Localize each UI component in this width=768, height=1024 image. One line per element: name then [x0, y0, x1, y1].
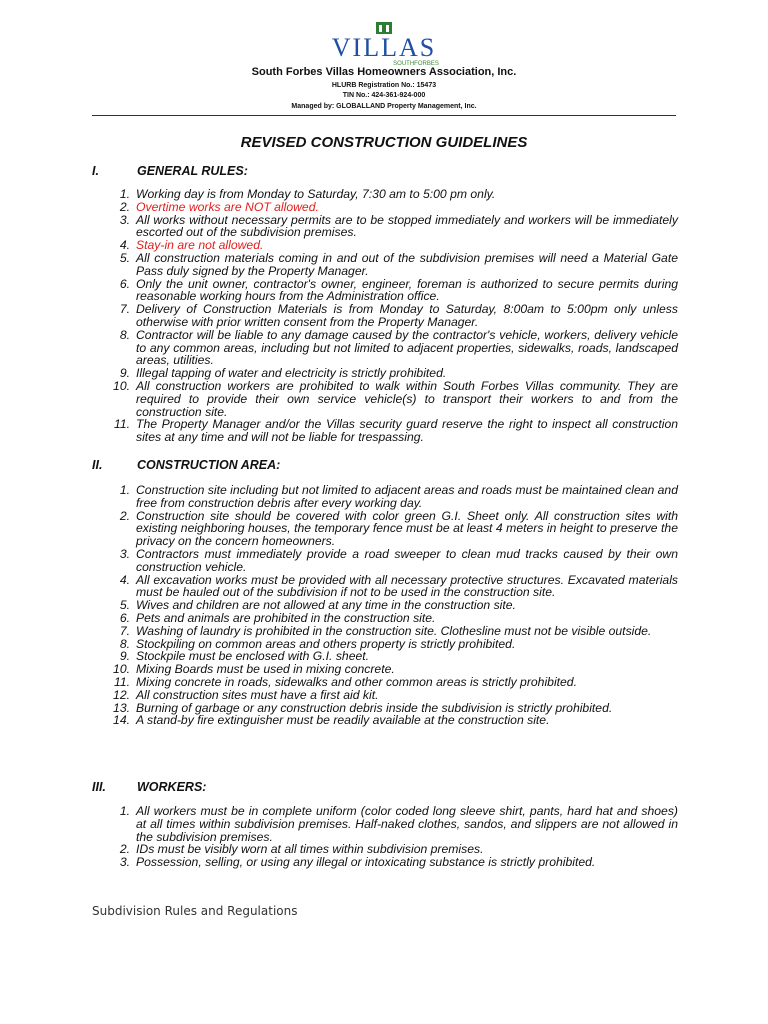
list-item-text: Illegal tapping of water and electricity is strictly prohibited. [136, 366, 447, 381]
list-item [110, 303, 678, 329]
list-item-number: 3. [119, 855, 130, 870]
list-item-number: 7. [119, 623, 130, 638]
section-number: I. [92, 164, 99, 178]
list-item [110, 856, 678, 869]
managed-by: Managed by: GLOBALLAND Property Management, Inc. [291, 103, 477, 110]
construction-area-list [110, 484, 678, 727]
list-item-number: 8. [119, 636, 130, 651]
header-divider [92, 115, 676, 116]
list-item-text: Delivery of Construction Materials is from Monday to Saturday, 8:00am to 5:00pm only unless otherwise with prior written consent from the Property Manager. [136, 302, 678, 329]
list-item [110, 484, 678, 510]
list-item-number: 11. [113, 417, 130, 432]
list-item-text: Mixing Boards must be used in mixing concrete. [136, 662, 395, 677]
list-item-text: All construction materials coming in and out of the subdivision premises will need a Material Gate Pass duly signed by the Property Manager. [136, 250, 678, 278]
list-item-text: All excavation works must be provided with all necessary protective structures. Excavated materials must be hauled out of the subdivision if not to be used in the construction site. [136, 572, 678, 600]
list-item-text: Construction site should be covered with color green G.I. Sheet only. All construction sites with existing neighboring houses, the temporary fence must be at least 4 meters in height to preserve the privacy on the concern homeowners. [136, 508, 678, 549]
page-footer: Subdivision Rules and Regulations [92, 904, 298, 918]
workers-list [110, 805, 678, 869]
section-heading-general-rules [92, 164, 248, 178]
list-item-text: Construction site including but not limited to adjacent areas and roads must be maintained clean and free from construction debris after every working day. [136, 483, 678, 510]
list-item-number: 1. [119, 483, 130, 497]
list-item [110, 574, 678, 600]
tin-number: TIN No.: 424-361-924-000 [342, 92, 426, 99]
list-item-number: 13. [113, 700, 130, 715]
list-item-text: The Property Manager and/or the Villas security guard reserve the right to inspect all construction sites at any time and will not be liable for trespassing. [136, 417, 678, 445]
list-item-number: 5. [119, 250, 130, 265]
list-item-number: 4. [119, 238, 130, 253]
list-item-text: Working day is from Monday to Saturday, 7:30 am to 5:00 pm only. [136, 187, 496, 201]
list-item-number: 6. [119, 610, 130, 625]
section-title: CONSTRUCTION AREA: [137, 458, 281, 472]
organization-name: South Forbes Villas Homeowners Association, Inc. [251, 66, 517, 78]
list-item-number: 5. [119, 598, 130, 613]
general-rules-list [110, 188, 678, 444]
list-item [110, 380, 678, 418]
list-item [110, 625, 678, 638]
list-item [110, 676, 678, 689]
list-item-number: 2. [119, 842, 130, 857]
list-item [110, 418, 678, 444]
list-item-text: A stand-by fire extinguisher must be readily available at the construction site. [136, 713, 550, 728]
list-item-number: 10. [113, 378, 130, 393]
section-heading-workers [92, 780, 206, 794]
villas-logo [316, 22, 452, 68]
list-item [110, 689, 678, 702]
list-item-text: Possession, selling, or using any illegal or intoxicating substance is strictly prohibited. [136, 855, 596, 870]
list-item [110, 805, 678, 843]
list-item-text: Pets and animals are prohibited in the construction site. [136, 610, 436, 625]
list-item-number: 2. [119, 199, 130, 214]
list-item-number: 1. [119, 804, 130, 818]
list-item-number: 14. [113, 713, 130, 728]
list-item-number: 9. [119, 366, 130, 381]
list-item-number: 12. [113, 687, 130, 702]
list-item-number: 8. [119, 327, 130, 342]
list-item-number: 9. [119, 649, 130, 664]
section-number: II. [92, 458, 103, 472]
list-item [110, 278, 678, 304]
list-item-text: All workers must be in complete uniform (color coded long sleeve shirt, pants, hard hat and shoes) at all times within subdivision premises. Half-naked clothes, sandos, and slippers are not allowed in the subdivision premises. [136, 804, 678, 844]
list-item-text: Stay-in are not allowed. [136, 238, 264, 253]
list-item-text: Overtime works are NOT allowed. [136, 199, 319, 214]
section-number: III. [92, 780, 106, 794]
list-item-number: 1. [119, 187, 130, 201]
list-item [110, 214, 678, 240]
list-item-text: Burning of garbage or any construction debris inside the subdivision is strictly prohibited. [136, 700, 613, 715]
list-item-text: Contractor will be liable to any damage caused by the contractor's vehicle, workers, delivery vehicle to any common areas, including but not limited to adjacent properties, sidewalks, roads, landscaped areas, utilities. [136, 327, 678, 368]
list-item-number: 3. [119, 212, 130, 227]
list-item-text: All works without necessary permits are to be stopped immediately and workers will be immediately escorted out of the subdivision premises. [136, 212, 678, 240]
list-item [110, 714, 678, 727]
list-item [110, 201, 678, 214]
document-title: REVISED CONSTRUCTION GUIDELINES [240, 134, 528, 151]
list-item-text: Contractors must immediately provide a road sweeper to clean mud tracks caused by their own construction vehicle. [136, 546, 678, 574]
list-item-text: Stockpile must be enclosed with G.I. sheet. [136, 649, 370, 664]
list-item-number: 4. [119, 572, 130, 587]
section-heading-construction-area [92, 458, 280, 472]
list-item [110, 252, 678, 278]
list-item-number: 10. [113, 662, 130, 677]
section-title: GENERAL RULES: [137, 164, 248, 178]
list-item-number: 2. [119, 508, 130, 523]
list-item-text: All construction workers are prohibited to walk within South Forbes Villas community. They are required to provide their own service vehicle(s) to transport their workers to and from the construction site. [136, 378, 678, 419]
list-item-text: Wives and children are not allowed at any time in the construction site. [136, 598, 516, 613]
list-item-number: 6. [119, 276, 130, 291]
list-item [110, 510, 678, 548]
svg-text:VILLAS: VILLAS [331, 33, 437, 62]
list-item [110, 548, 678, 574]
list-item-number: 7. [119, 302, 130, 317]
section-title: WORKERS: [137, 780, 207, 794]
list-item-text: Washing of laundry is prohibited in the construction site. Clothesline must not be visible outside. [136, 623, 652, 638]
list-item-text: Only the unit owner, contractor's owner, engineer, foreman is authorized to secure permits during reasonable working hours from the Administration office. [136, 276, 678, 304]
list-item [110, 188, 678, 201]
hlurb-registration: HLURB Registration No.: 15473 [331, 82, 437, 89]
list-item [110, 329, 678, 367]
list-item [110, 612, 678, 625]
svg-text:SOUTHFORBES: SOUTHFORBES [393, 61, 439, 67]
list-item-text: Mixing concrete in roads, sidewalks and other common areas is strictly prohibited. [136, 674, 577, 689]
list-item-number: 3. [119, 546, 130, 561]
list-item-number: 11. [113, 674, 130, 689]
list-item-text: All construction sites must have a first aid kit. [136, 687, 379, 702]
list-item-text: IDs must be visibly worn at all times within subdivision premises. [136, 842, 484, 857]
list-item-text: Stockpiling on common areas and others property is strictly prohibited. [136, 636, 516, 651]
